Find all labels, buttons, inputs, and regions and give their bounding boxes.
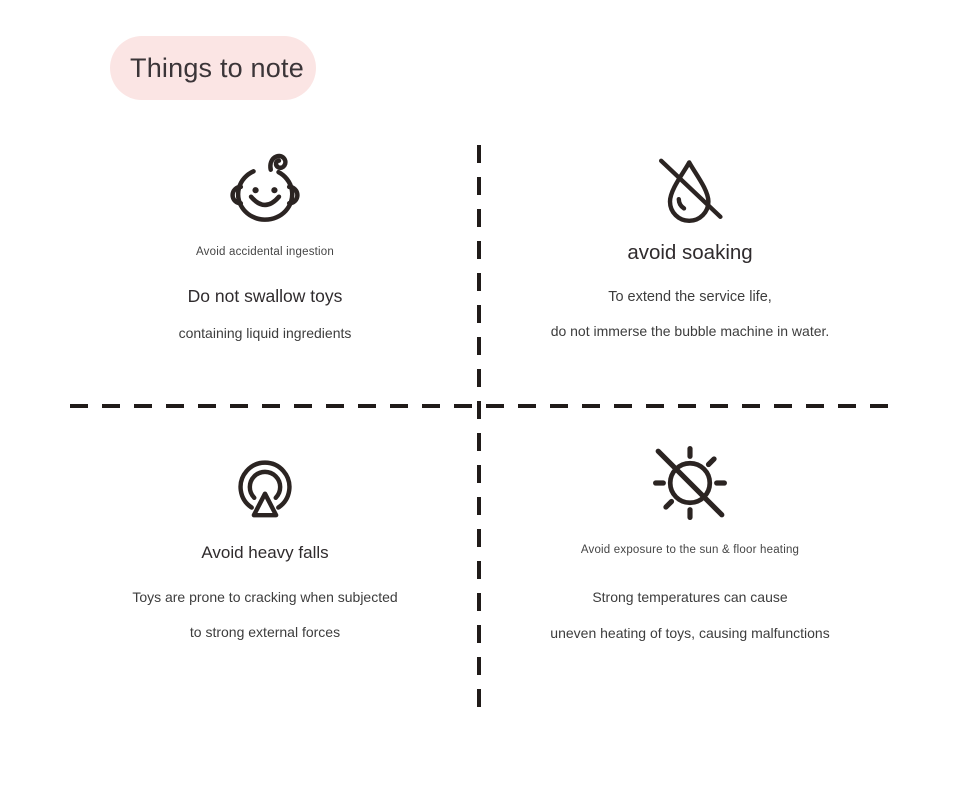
quadrant-text-line: Toys are prone to cracking when subjected bbox=[132, 589, 398, 605]
quadrant-text-line: do not immerse the bubble machine in water. bbox=[550, 323, 830, 339]
page-title: Things to note bbox=[130, 52, 304, 83]
no-sun-icon bbox=[647, 440, 733, 526]
quadrant-caption: Avoid exposure to the sun & floor heating bbox=[580, 544, 800, 556]
horizontal-dashed-divider bbox=[70, 404, 894, 408]
baby-face-icon bbox=[223, 150, 307, 232]
quadrant-avoid-soaking bbox=[500, 152, 880, 340]
quadrant-heading: avoid soaking bbox=[627, 241, 753, 264]
quadrant-text-line: to strong external forces bbox=[189, 624, 341, 640]
quadrant-caption: Avoid accidental ingestion bbox=[196, 246, 334, 258]
no-water-drop-icon bbox=[650, 152, 730, 232]
quadrant-text-line: containing liquid ingredients bbox=[178, 325, 352, 341]
quadrant-avoid-ingestion bbox=[80, 150, 450, 342]
impact-fall-icon bbox=[227, 453, 303, 527]
quadrant-text-line: uneven heating of toys, causing malfunctions bbox=[550, 625, 830, 641]
quadrant-text-line: To extend the service life, bbox=[608, 289, 772, 305]
quadrant-avoid-sun-exposure bbox=[500, 440, 880, 642]
vertical-dashed-divider bbox=[477, 145, 481, 717]
quadrant-avoid-heavy-falls bbox=[80, 453, 450, 641]
quadrant-heading: Avoid heavy falls bbox=[201, 543, 329, 562]
quadrant-text-line: Strong temperatures can cause bbox=[592, 589, 788, 605]
quadrant-heading: Do not swallow toys bbox=[187, 286, 343, 306]
title-badge bbox=[110, 36, 316, 100]
